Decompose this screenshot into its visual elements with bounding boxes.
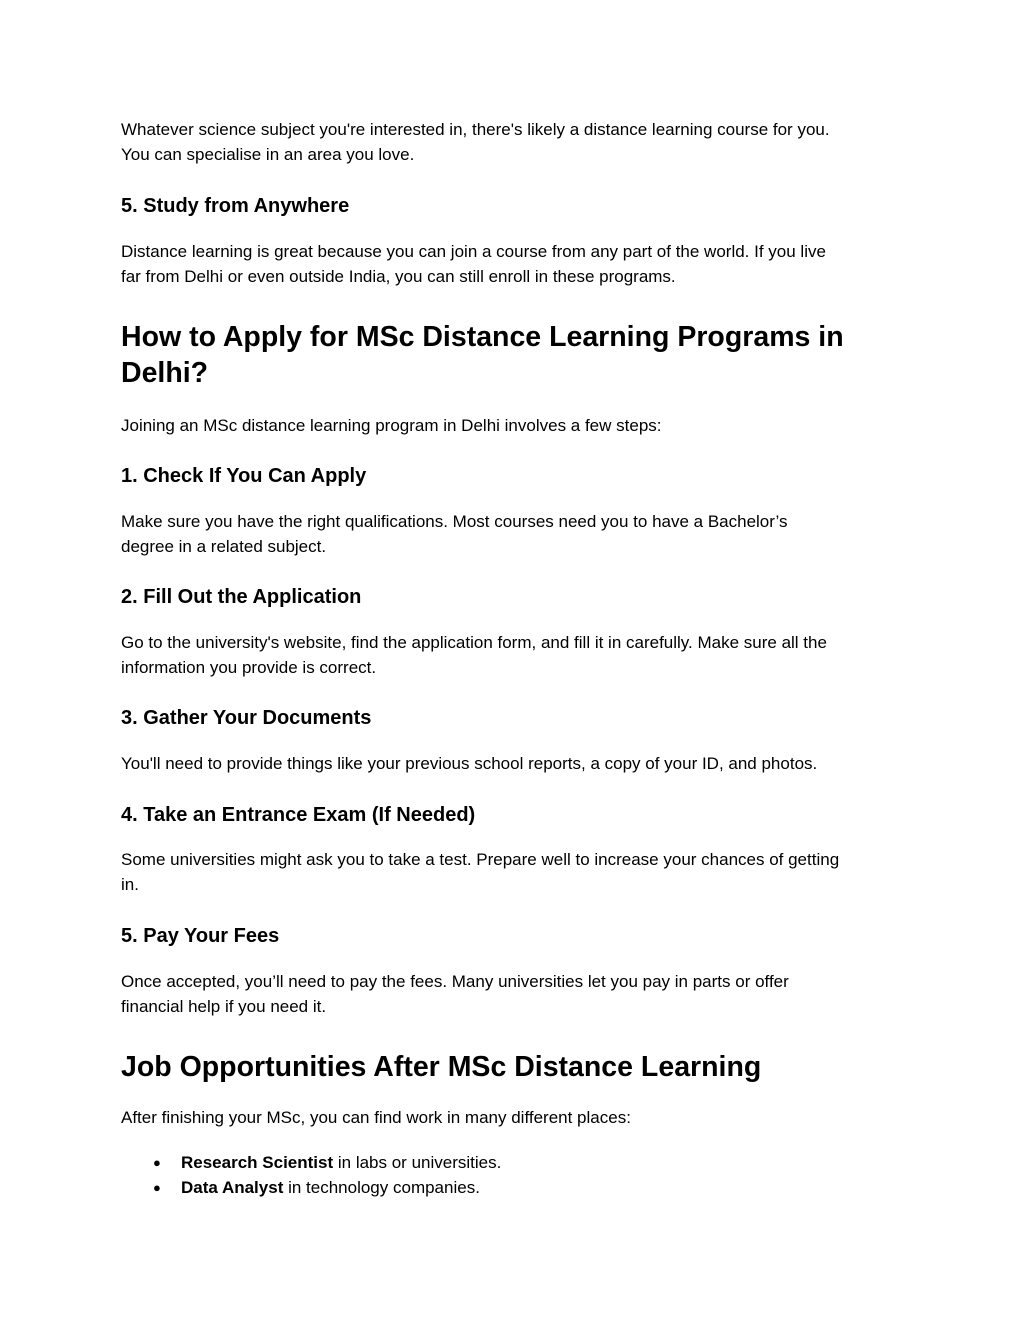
step-2-line-2: information you provide is correct. [121,657,377,677]
study-anywhere-line-2: far from Delhi or even outside India, you can still enroll in these programs. [121,266,676,286]
bullet-icon: ● [153,1155,161,1170]
intro-line-1: Whatever science subject you're interested in, there's likely a distance learning course for you. [121,120,830,139]
step-1-line-2: degree in a related subject. [121,536,327,556]
step-3-heading: 3. Gather Your Documents [121,707,372,729]
study-anywhere-paragraph [121,240,826,289]
step-5-line-2: financial help if you need it. [121,996,327,1016]
step-1-heading: 1. Check If You Can Apply [121,465,367,487]
job-description: in labs or universities. [333,1153,502,1172]
how-to-apply-heading-line-1: How to Apply for MSc Distance Learning Programs in [121,321,844,353]
step-2-line-1: Go to the university's website, find the application form, and fill it in carefully. Make sure all the [121,633,827,652]
step-4-line-2: in. [121,874,139,894]
jobs-intro: After finishing your MSc, you can find work in many different places: [121,1108,631,1127]
study-anywhere-heading: 5. Study from Anywhere [121,195,350,217]
step-3-line-1: You'll need to provide things like your previous school reports, a copy of your ID, and photos. [121,754,818,773]
job-title: Research Scientist [181,1153,334,1172]
step-5-line-1: Once accepted, you’ll need to pay the fees. Many universities let you pay in parts or offer [121,972,789,991]
step-4-heading: 4. Take an Entrance Exam (If Needed) [121,804,476,826]
bullet-icon: ● [153,1179,161,1195]
list-item [121,1151,501,1176]
step-5-heading: 5. Pay Your Fees [121,925,280,947]
step-4-paragraph [121,848,839,897]
job-title: Data Analyst [181,1177,284,1197]
step-3-paragraph [121,752,817,777]
step-1-paragraph [121,510,788,559]
job-description: in technology companies. [283,1177,480,1197]
intro-line-2: You can specialise in an area you love. [121,144,415,164]
how-to-apply-heading [121,319,844,391]
jobs-heading: Job Opportunities After MSc Distance Learning [121,1051,762,1083]
step-1-line-1: Make sure you have the right qualifications. Most courses need you to have a Bachelor’s [121,512,788,531]
how-to-apply-heading-line-2: Delhi? [121,357,209,389]
study-anywhere-line-1: Distance learning is great because you can join a course from any part of the world. If you live [121,242,826,261]
step-2-heading: 2. Fill Out the Application [121,586,362,608]
how-to-apply-intro: Joining an MSc distance learning program in Delhi involves a few steps: [121,416,662,435]
jobs-list [121,1151,501,1200]
intro-paragraph [121,118,830,167]
step-5-paragraph [121,970,789,1019]
step-2-paragraph [121,631,827,680]
list-item [121,1176,501,1201]
step-4-line-1: Some universities might ask you to take a test. Prepare well to increase your chances of getting [121,850,840,869]
